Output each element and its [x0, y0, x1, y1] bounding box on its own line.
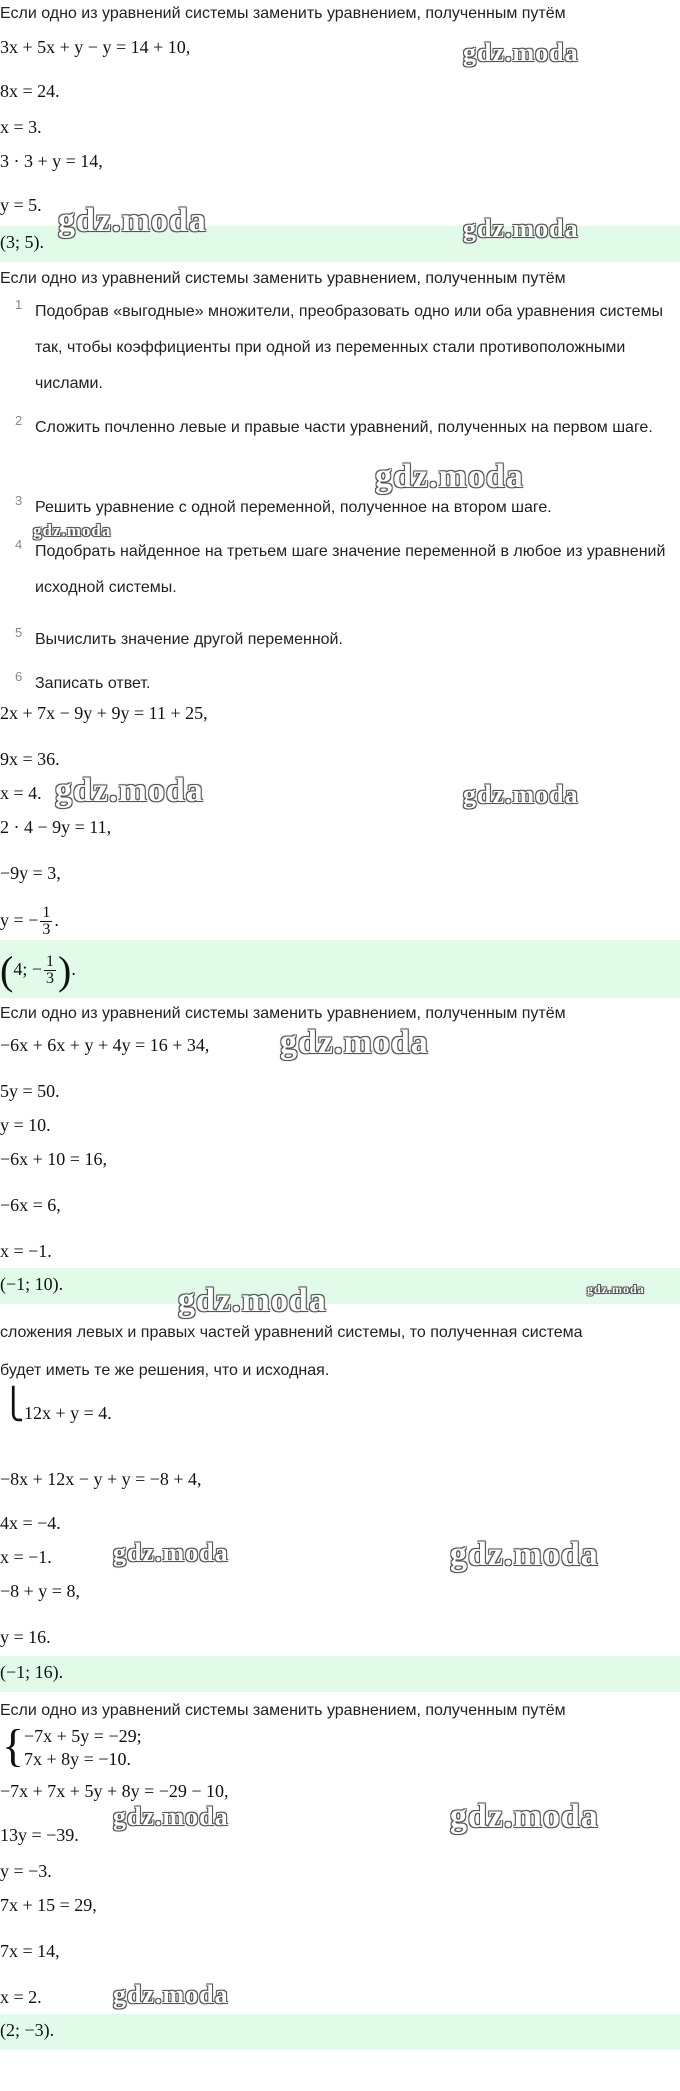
watermark: gdz.moda — [463, 214, 579, 243]
watermark: gdz.moda — [58, 202, 207, 239]
equation-fraction-line — [0, 900, 59, 940]
step-text: Вычислить значение другой переменной. — [35, 631, 343, 648]
equation-line: 7x = 14, — [0, 1941, 60, 1961]
answer-part: 4; − — [13, 959, 42, 979]
equation-line: x = −1. — [0, 1241, 52, 1261]
fraction — [40, 905, 52, 938]
system-brace: ⎩ — [2, 1388, 25, 1421]
intro-text: Если одно из уравнений системы заменить уравнением, полученным путём — [0, 5, 566, 22]
numerator: 1 — [42, 904, 51, 922]
fraction — [44, 954, 56, 987]
step-text: Сложить почленно левые и правые части уравнений, полученных на первом шаге. — [35, 419, 653, 436]
system-equation: −7x + 5y = −29; — [24, 1726, 142, 1746]
step-number: 6 — [15, 669, 23, 684]
watermark: gdz.moda — [178, 1282, 327, 1319]
step-number: 4 — [15, 537, 23, 552]
step-number: 3 — [15, 493, 23, 508]
answer-text: (−1; 16). — [0, 1662, 64, 1682]
denominator: 3 — [45, 970, 54, 988]
system-equation: 7x + 8y = −10. — [24, 1749, 131, 1769]
watermark: gdz.moda — [375, 458, 524, 495]
system-equation: 12x + y = 4. — [24, 1403, 112, 1423]
equation-line: x = −1. — [0, 1547, 52, 1567]
equation-line: 5y = 50. — [0, 1081, 60, 1101]
equation-line: −6x + 10 = 16, — [0, 1149, 107, 1169]
equation-line: x = 3. — [0, 117, 42, 137]
equation-line: 4x = −4. — [0, 1513, 61, 1533]
watermark: gdz.moda — [450, 1798, 599, 1835]
equation-line: −8 + y = 8, — [0, 1581, 80, 1601]
step-text: Подобрать найденное на третьем шаге значение переменной в любое из уравнений исходной системы. — [35, 543, 666, 596]
equation-line: y = 5. — [0, 195, 42, 215]
watermark: gdz.moda — [450, 1536, 599, 1573]
denominator: 3 — [42, 921, 51, 939]
watermark: gdz.moda — [113, 1980, 229, 2009]
watermark: gdz.moda — [463, 38, 579, 67]
step-number: 5 — [15, 625, 23, 640]
watermark: gdz.moda — [55, 772, 204, 809]
step-text: Записать ответ. — [35, 675, 151, 692]
answer-end: . — [71, 959, 76, 979]
equation-line: x = 4. — [0, 783, 42, 803]
equation-line: y = −3. — [0, 1861, 52, 1881]
y-prefix: y = − — [0, 910, 39, 930]
equation-line: 3 · 3 + y = 14, — [0, 151, 103, 171]
equation-line: −9y = 3, — [0, 863, 61, 883]
equation-line: 2x + 7x − 9y + 9y = 11 + 25, — [0, 703, 208, 723]
equation-line: −6x = 6, — [0, 1195, 61, 1215]
system-brace: { — [2, 1720, 25, 1771]
y-suffix: . — [54, 910, 59, 930]
watermark: gdz.moda — [280, 1024, 429, 1061]
step-number: 1 — [15, 297, 23, 312]
intro-text: Если одно из уравнений системы заменить уравнением, полученным путём — [0, 1005, 566, 1022]
equation-line: 8x = 24. — [0, 81, 60, 101]
answer-text: (−1; 10). — [0, 1274, 64, 1294]
equation-line: −7x + 7x + 5y + 8y = −29 − 10, — [0, 1781, 229, 1801]
step-text: Подобрав «выгодные» множители, преобразовать одно или оба уравнения системы так, чтобы коэффициенты при одной из переменных стали противоположными числами. — [35, 303, 664, 392]
equation-line: 9x = 36. — [0, 749, 60, 769]
answer-box — [0, 940, 680, 998]
equation-line: −6x + 6x + y + 4y = 16 + 34, — [0, 1035, 210, 1055]
equation-line: x = 2. — [0, 1987, 42, 2007]
property-text: будет иметь те же решения, что и исходная. — [0, 1362, 330, 1379]
answer-box — [0, 1656, 680, 1692]
property-text: сложения левых и правых частей уравнений системы, то полученная система — [0, 1324, 583, 1341]
equation-line: 13y = −39. — [0, 1825, 79, 1845]
numerator: 1 — [45, 953, 54, 971]
equation-line: −8x + 12x − y + y = −8 + 4, — [0, 1469, 202, 1489]
equation-line: 7x + 15 = 29, — [0, 1895, 97, 1915]
equation-line: y = 16. — [0, 1627, 51, 1647]
equation-line: 2 · 4 − 9y = 11, — [0, 817, 112, 837]
answer-text: (2; −3). — [0, 2020, 55, 2040]
answer-text: (4; − $\frac{1}{3}$ ). — [0, 947, 76, 993]
watermark: gdz.moda — [113, 1802, 229, 1831]
watermark: gdz.moda — [463, 780, 579, 809]
intro-text: Если одно из уравнений системы заменить уравнением, полученным путём — [0, 270, 566, 287]
watermark: gdz.moda — [33, 521, 112, 540]
step-number: 2 — [15, 413, 23, 428]
step-text: Решить уравнение с одной переменной, полученное на втором шаге. — [35, 499, 552, 516]
answer-text: (3; 5). — [0, 232, 44, 252]
equation-line: y = 10. — [0, 1115, 51, 1135]
watermark: gdz.moda — [113, 1538, 229, 1567]
watermark: gdz.moda — [587, 1282, 645, 1296]
answer-box — [0, 2014, 680, 2050]
equation-line: 3x + 5x + y − y = 14 + 10, — [0, 37, 191, 57]
intro-text: Если одно из уравнений системы заменить уравнением, полученным путём — [0, 1702, 566, 1719]
answer-box — [0, 1268, 680, 1304]
